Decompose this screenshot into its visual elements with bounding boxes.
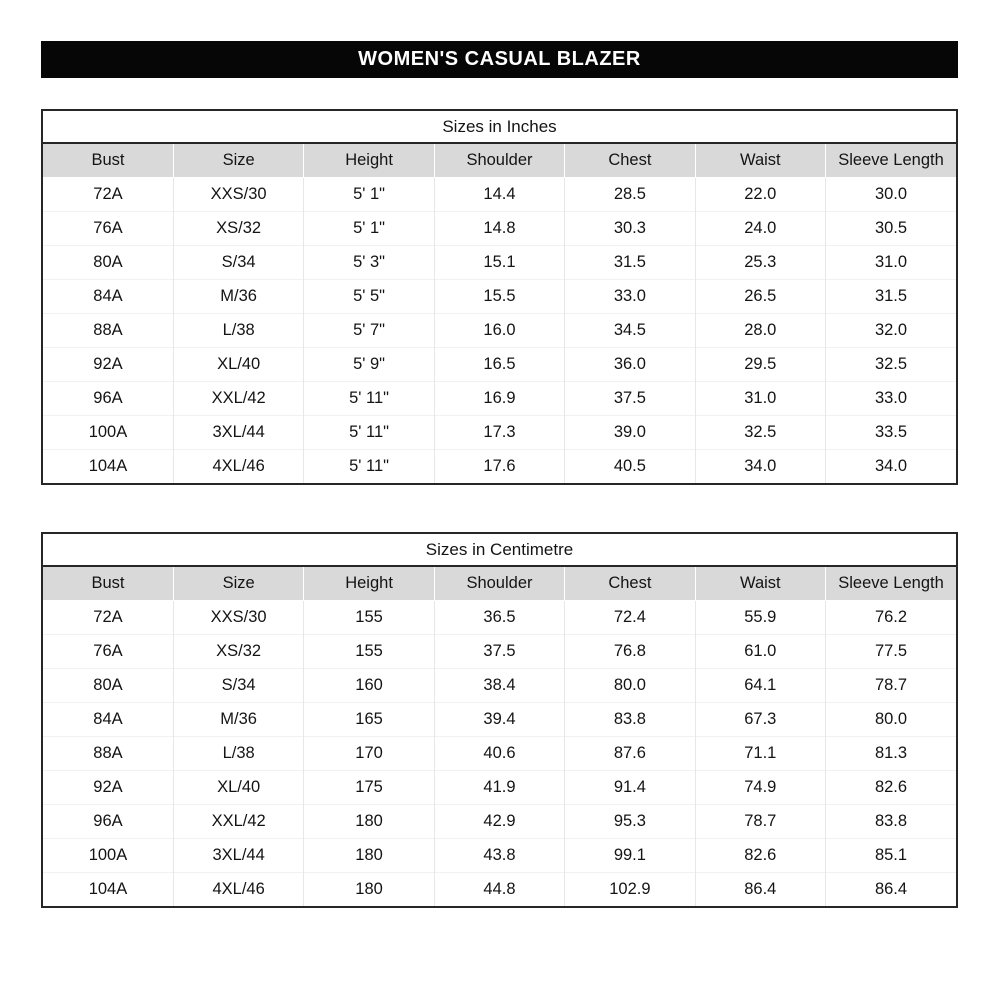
table-row [43,601,956,635]
table-cell: 5' 11" [304,450,434,484]
table-cell: 28.5 [565,178,695,212]
header-row [43,144,956,178]
column-header: Size [173,567,303,601]
table-cell: 34.0 [695,450,825,484]
table-cell: 44.8 [434,873,564,907]
table-cell: 37.5 [565,382,695,416]
table-cell: 37.5 [434,635,564,669]
table-title-centimetre: Sizes in Centimetre [43,534,956,567]
table-cell: 71.1 [695,737,825,771]
table-cell: 33.0 [565,280,695,314]
table-row [43,450,956,484]
table-cell: 17.6 [434,450,564,484]
table-cell: 81.3 [826,737,956,771]
table-row [43,635,956,669]
table-cell: M/36 [173,280,303,314]
table-row [43,382,956,416]
centimetre-grid [43,567,956,906]
table-cell: 170 [304,737,434,771]
table-cell: 72A [43,601,173,635]
table-cell: 30.0 [826,178,956,212]
table-cell: 76.8 [565,635,695,669]
table-cell: 42.9 [434,805,564,839]
table-cell: 76.2 [826,601,956,635]
table-cell: 86.4 [695,873,825,907]
column-header: Shoulder [434,144,564,178]
table-row [43,737,956,771]
table-cell: 84A [43,280,173,314]
sizes-in-centimetre-table [41,532,958,908]
table-cell: 16.5 [434,348,564,382]
table-cell: 32.0 [826,314,956,348]
table-cell: XS/32 [173,635,303,669]
table-cell: 5' 11" [304,416,434,450]
table-cell: 80A [43,246,173,280]
table-cell: 31.5 [826,280,956,314]
table-cell: 31.0 [695,382,825,416]
table-cell: 30.5 [826,212,956,246]
table-cell: 43.8 [434,839,564,873]
table-cell: 36.5 [434,601,564,635]
table-row [43,703,956,737]
table-cell: 31.5 [565,246,695,280]
table-cell: 100A [43,416,173,450]
column-header: Height [304,144,434,178]
table-cell: 77.5 [826,635,956,669]
table-cell: XXS/30 [173,601,303,635]
table-cell: L/38 [173,737,303,771]
table-cell: 180 [304,839,434,873]
table-cell: S/34 [173,669,303,703]
table-cell: 5' 5" [304,280,434,314]
product-title: WOMEN'S CASUAL BLAZER [358,48,641,70]
table-cell: 39.4 [434,703,564,737]
table-cell: 34.0 [826,450,956,484]
table-row [43,669,956,703]
table-cell: 41.9 [434,771,564,805]
table-cell: 31.0 [826,246,956,280]
table-cell: 80.0 [565,669,695,703]
table-cell: 64.1 [695,669,825,703]
table-cell: 76A [43,212,173,246]
column-header: Sleeve Length [826,567,956,601]
table-cell: 16.0 [434,314,564,348]
table-cell: 155 [304,635,434,669]
table-cell: XS/32 [173,212,303,246]
column-header: Bust [43,144,173,178]
table-cell: 155 [304,601,434,635]
table-cell: 96A [43,382,173,416]
table-cell: 95.3 [565,805,695,839]
table-row [43,771,956,805]
table-cell: 92A [43,348,173,382]
table-cell: 74.9 [695,771,825,805]
table-cell: 67.3 [695,703,825,737]
table-cell: 36.0 [565,348,695,382]
table-title-inches: Sizes in Inches [43,111,956,144]
table-cell: 5' 1" [304,178,434,212]
table-cell: 40.5 [565,450,695,484]
table-row [43,873,956,907]
table-cell: 99.1 [565,839,695,873]
table-cell: S/34 [173,246,303,280]
table-cell: 96A [43,805,173,839]
table-cell: 78.7 [826,669,956,703]
table-row [43,839,956,873]
table-cell: 82.6 [826,771,956,805]
table-cell: 38.4 [434,669,564,703]
table-cell: 14.4 [434,178,564,212]
table-cell: 4XL/46 [173,873,303,907]
table-cell: 180 [304,873,434,907]
table-cell: 102.9 [565,873,695,907]
table-cell: 83.8 [565,703,695,737]
table-cell: 5' 11" [304,382,434,416]
table-cell: 82.6 [695,839,825,873]
table-cell: L/38 [173,314,303,348]
table-cell: 87.6 [565,737,695,771]
column-header: Waist [695,144,825,178]
table-cell: XL/40 [173,771,303,805]
table-cell: 32.5 [826,348,956,382]
table-cell: 39.0 [565,416,695,450]
table-row [43,246,956,280]
table-cell: 86.4 [826,873,956,907]
table-cell: 78.7 [695,805,825,839]
table-cell: 5' 9" [304,348,434,382]
table-cell: 92A [43,771,173,805]
table-cell: 175 [304,771,434,805]
table-cell: 15.5 [434,280,564,314]
table-row [43,178,956,212]
table-cell: 40.6 [434,737,564,771]
table-cell: 80A [43,669,173,703]
column-header: Chest [565,144,695,178]
table-cell: 14.8 [434,212,564,246]
table-cell: 100A [43,839,173,873]
table-cell: 72A [43,178,173,212]
column-header: Bust [43,567,173,601]
table-cell: 4XL/46 [173,450,303,484]
table-cell: 25.3 [695,246,825,280]
table-row [43,416,956,450]
table-cell: 91.4 [565,771,695,805]
table-cell: 33.0 [826,382,956,416]
table-cell: 76A [43,635,173,669]
table-cell: 180 [304,805,434,839]
table-cell: 3XL/44 [173,839,303,873]
table-cell: 5' 7" [304,314,434,348]
table-cell: 104A [43,873,173,907]
table-cell: XXL/42 [173,805,303,839]
table-cell: 3XL/44 [173,416,303,450]
column-header: Chest [565,567,695,601]
table-cell: 5' 3" [304,246,434,280]
table-cell: 32.5 [695,416,825,450]
product-title-banner [41,41,958,78]
table-cell: XXL/42 [173,382,303,416]
table-cell: 160 [304,669,434,703]
table-cell: 24.0 [695,212,825,246]
table-cell: 17.3 [434,416,564,450]
table-row [43,280,956,314]
column-header: Waist [695,567,825,601]
table-cell: 33.5 [826,416,956,450]
table-cell: 83.8 [826,805,956,839]
table-cell: 29.5 [695,348,825,382]
table-cell: M/36 [173,703,303,737]
table-cell: 61.0 [695,635,825,669]
table-cell: 84A [43,703,173,737]
table-cell: 16.9 [434,382,564,416]
table-row [43,212,956,246]
column-header: Sleeve Length [826,144,956,178]
table-cell: 34.5 [565,314,695,348]
table-cell: XXS/30 [173,178,303,212]
table-cell: 72.4 [565,601,695,635]
column-header: Shoulder [434,567,564,601]
inches-grid [43,144,956,483]
table-cell: 165 [304,703,434,737]
sizes-in-inches-table [41,109,958,485]
table-cell: 15.1 [434,246,564,280]
table-cell: 104A [43,450,173,484]
table-row [43,805,956,839]
table-cell: 55.9 [695,601,825,635]
table-cell: 22.0 [695,178,825,212]
header-row [43,567,956,601]
table-cell: 88A [43,737,173,771]
table-cell: 28.0 [695,314,825,348]
table-cell: XL/40 [173,348,303,382]
table-cell: 5' 1" [304,212,434,246]
table-row [43,314,956,348]
table-cell: 80.0 [826,703,956,737]
column-header: Size [173,144,303,178]
table-cell: 26.5 [695,280,825,314]
table-cell: 88A [43,314,173,348]
table-cell: 30.3 [565,212,695,246]
column-header: Height [304,567,434,601]
table-cell: 85.1 [826,839,956,873]
table-row [43,348,956,382]
